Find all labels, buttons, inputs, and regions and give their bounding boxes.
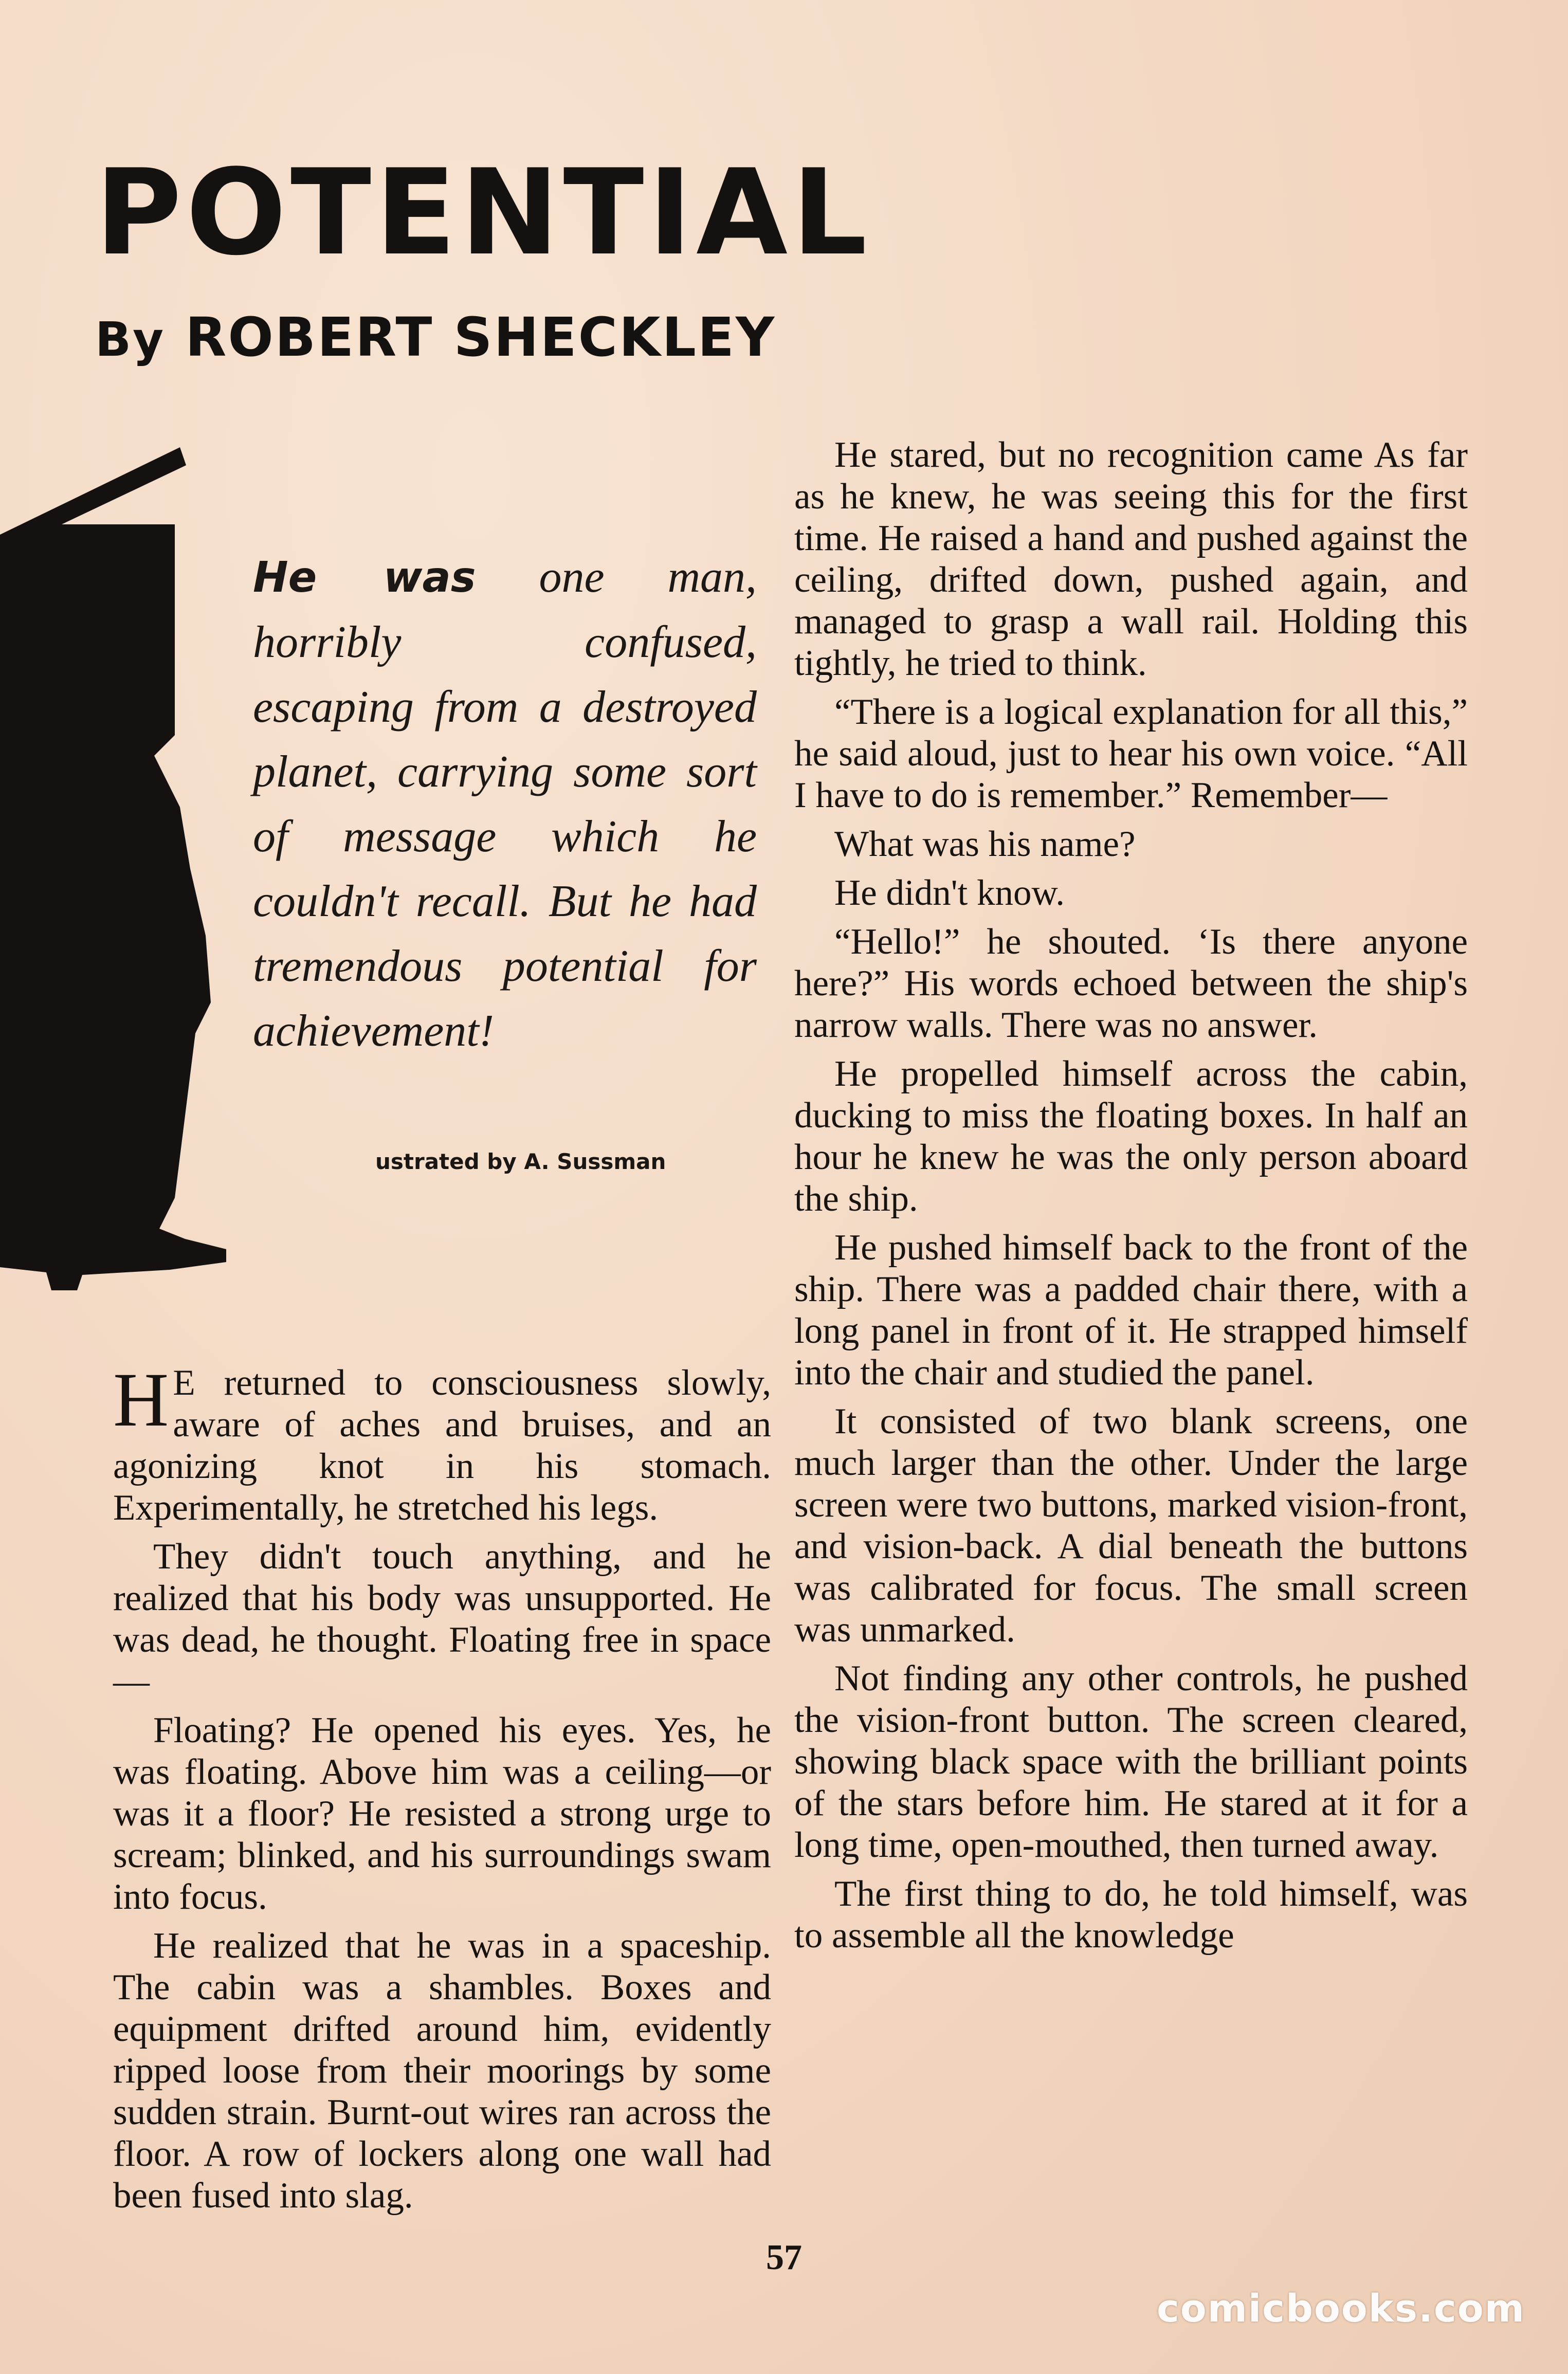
drop-cap: H: [113, 1357, 169, 1442]
story-blurb: [253, 545, 757, 1064]
paragraph: The first thing to do, he told himself, was to assemble all the knowledge: [794, 1874, 1468, 1956]
right-column: [794, 434, 1468, 1964]
opening-text: E returned to consciousness slowly, aware of aches and bruises, and an agonizing knot in his stomach. Experimentally, he stretched his legs.: [113, 1363, 771, 1528]
byline-by: By: [95, 312, 166, 367]
paragraph: They didn't touch anything, and he realized that his body was unsupported. He was dead, he thought. Floating free in space—: [113, 1537, 771, 1702]
paragraph: He stared, but no recognition came As far as he knew, he was seeing this for the first time. He raised a hand and pushed against the ceiling, drifted down, pushed again, and managed to grasp a wall rail. Holding this tightly, he tried to think.: [794, 435, 1468, 683]
paragraph: He didn't know.: [834, 873, 1065, 913]
paragraph: He propelled himself across the cabin, ducking to miss the floating boxes. In half an hour he knew he was the only person aboard the ship.: [794, 1054, 1468, 1219]
page-number: 57: [766, 2238, 802, 2277]
paragraph: Not finding any other controls, he pushed the vision-front button. The screen cleared, showing black space with the brilliant points of the stars before him. He stared at it for a long time, open-mouthed, then turned away.: [794, 1658, 1468, 1865]
site-watermark: comicbooks.com: [1157, 2287, 1525, 2331]
left-column: [113, 1357, 771, 2224]
paragraph: It consisted of two blank screens, one much larger than the other. Under the large screen were two buttons, marked vision-front, and vision-back. A dial beneath the buttons was calibrated for focus. The small screen was unmarked.: [794, 1401, 1468, 1650]
silhouette-figure-icon: [0, 447, 226, 1290]
story-title: POTENTIAL: [95, 144, 871, 282]
paragraph: Floating? He opened his eyes. Yes, he was floating. Above him was a ceiling—or was it a floor? He resisted a strong urge to scream; blinked, and his surroundings swam into focus.: [113, 1710, 771, 1917]
byline-author: ROBERT SHECKLEY: [185, 306, 776, 369]
paragraph: “There is a logical explanation for all this,” he said aloud, just to hear his own voice. “All I have to do is remember.” Remember—: [794, 692, 1468, 815]
blurb-text: one man, horribly confused, escaping from a destroyed planet, carrying some sort of message which he couldn't recall. But he had tremendous potential for achievement!: [253, 552, 757, 1056]
paragraph: “Hello!” he shouted. ‘Is there anyone here?” His words echoed between the ship's narrow walls. There was no answer.: [794, 922, 1468, 1045]
paragraph: He pushed himself back to the front of the ship. There was a padded chair there, with a long panel in front of it. He strapped himself into the chair and studied the panel.: [794, 1228, 1468, 1393]
opening-paragraph: [113, 1357, 771, 1529]
illustrator-credit: ustrated by A. Sussman: [375, 1149, 666, 1174]
byline: [95, 306, 776, 369]
blurb-lead: He was: [253, 553, 476, 602]
paragraph: He realized that he was in a spaceship. The cabin was a shambles. Boxes and equipment drifted around him, evidently ripped loose from their moorings by some sudden strain. Burnt-out wires ran across the floor. A row of lockers along one wall had been fused into slag.: [113, 1926, 771, 2216]
paragraph: What was his name?: [834, 824, 1136, 864]
